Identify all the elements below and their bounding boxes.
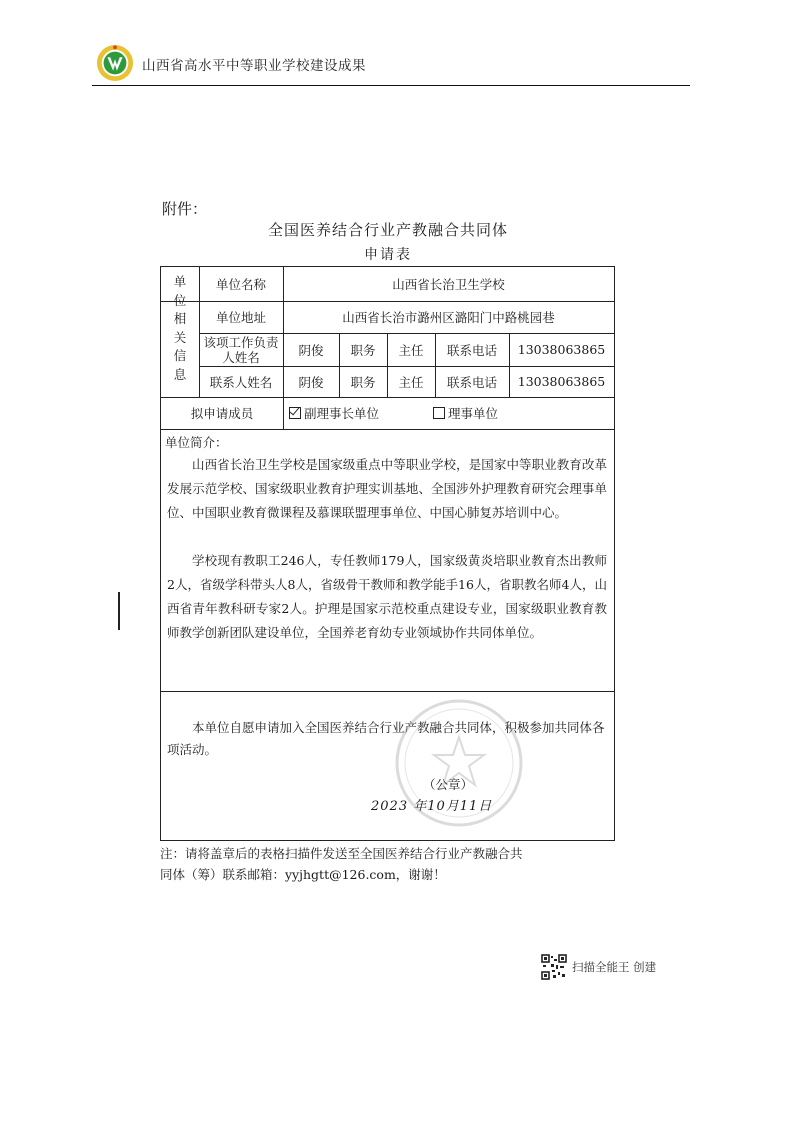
declaration-text: 本单位自愿申请加入全国医养结合行业产教融合共同体，积极参加共同体各项活动。: [167, 720, 605, 757]
unit-intro-paragraph: 山西省长治卫生学校是国家级重点中等职业学校，是国家中等职业教育改革发展示范学校、国家级职业教育护理实训基地、全国涉外护理教育研究会理事单位、中国职业教育微课程及慕课联盟理事单位、中国心肺复苏培训中心。: [167, 457, 607, 520]
row-divider: [161, 429, 614, 430]
row-divider: [161, 691, 614, 692]
header-divider: [92, 85, 690, 86]
unit-address-value: 山西省长治市潞州区潞阳门中路桃园巷: [342, 310, 555, 325]
option-director-label: 理事单位: [448, 406, 499, 421]
responsible-person-label: 该项工作负责人姓名: [203, 334, 279, 365]
unit-name-label: 单位名称: [215, 277, 266, 292]
header-title: 山西省高水平中等职业学校建设成果: [142, 58, 366, 74]
seal-label: （公章）: [423, 777, 474, 792]
signing-date: 2023 年10月11日: [371, 799, 493, 814]
checkbox-checked-icon[interactable]: [289, 407, 301, 419]
unit-address-label: 单位地址: [215, 310, 266, 325]
option-director[interactable]: [433, 397, 498, 429]
submission-note: [160, 843, 620, 885]
scanner-watermark-label: 扫描全能王 创建: [572, 960, 657, 974]
page-header: [92, 40, 690, 86]
checkbox-unchecked-icon[interactable]: [433, 407, 445, 419]
option-vice-chair-label: 副理事长单位: [304, 406, 380, 421]
contact-title-value: 主任: [398, 374, 424, 390]
membership-label: 拟申请成员: [190, 406, 254, 421]
application-form: [160, 266, 615, 841]
unit-info-group-label: 单 位 相 关 信 息: [173, 274, 187, 382]
contact-phone-label: 联系电话: [446, 374, 497, 390]
unit-name-value: 山西省长治卫生学校: [392, 277, 505, 292]
attachment-label: 附件：: [162, 200, 208, 218]
option-vice-chair[interactable]: [289, 397, 379, 429]
note-line: 同体（筹）联系邮箱：yyjhgtt@126.com，谢谢！: [160, 867, 446, 882]
note-line: 注：请将盖章后的表格扫描件发送至全国医养结合行业产教融合共: [160, 846, 523, 861]
school-logo-icon: [96, 44, 134, 82]
unit-intro-label: 单位简介：: [165, 435, 228, 450]
qr-code-icon: [541, 954, 567, 980]
contact-person-label: 联系人姓名: [209, 374, 273, 390]
document-title: 全国医养结合行业产教融合共同体: [267, 221, 508, 239]
contact-phone-value: 13038063865: [517, 374, 606, 389]
margin-pen-mark: [118, 592, 120, 630]
responsible-phone-label: 联系电话: [446, 342, 497, 358]
responsible-title-label: 职务: [350, 342, 376, 358]
contact-person-name: 阴俊: [298, 374, 324, 390]
unit-intro-paragraph: 学校现有教职工246人，专任教师179人，国家级黄炎培职业教育杰出教师2人，省级学科带头人8人，省级骨干教师和教学能手16人，省职教名师4人，山西省青年教科研专家2人。护理是国家示范校重点建设专业，国家级职业教育教师教学创新团队建设单位，全国养老育幼专业领域协作共同体单位。: [167, 553, 607, 640]
responsible-title-value: 主任: [398, 342, 424, 358]
responsible-person-name: 阴俊: [298, 342, 324, 358]
responsible-phone-value: 13038063865: [517, 342, 606, 357]
contact-title-label: 职务: [350, 374, 376, 390]
document-subtitle: 申请表: [364, 247, 412, 263]
